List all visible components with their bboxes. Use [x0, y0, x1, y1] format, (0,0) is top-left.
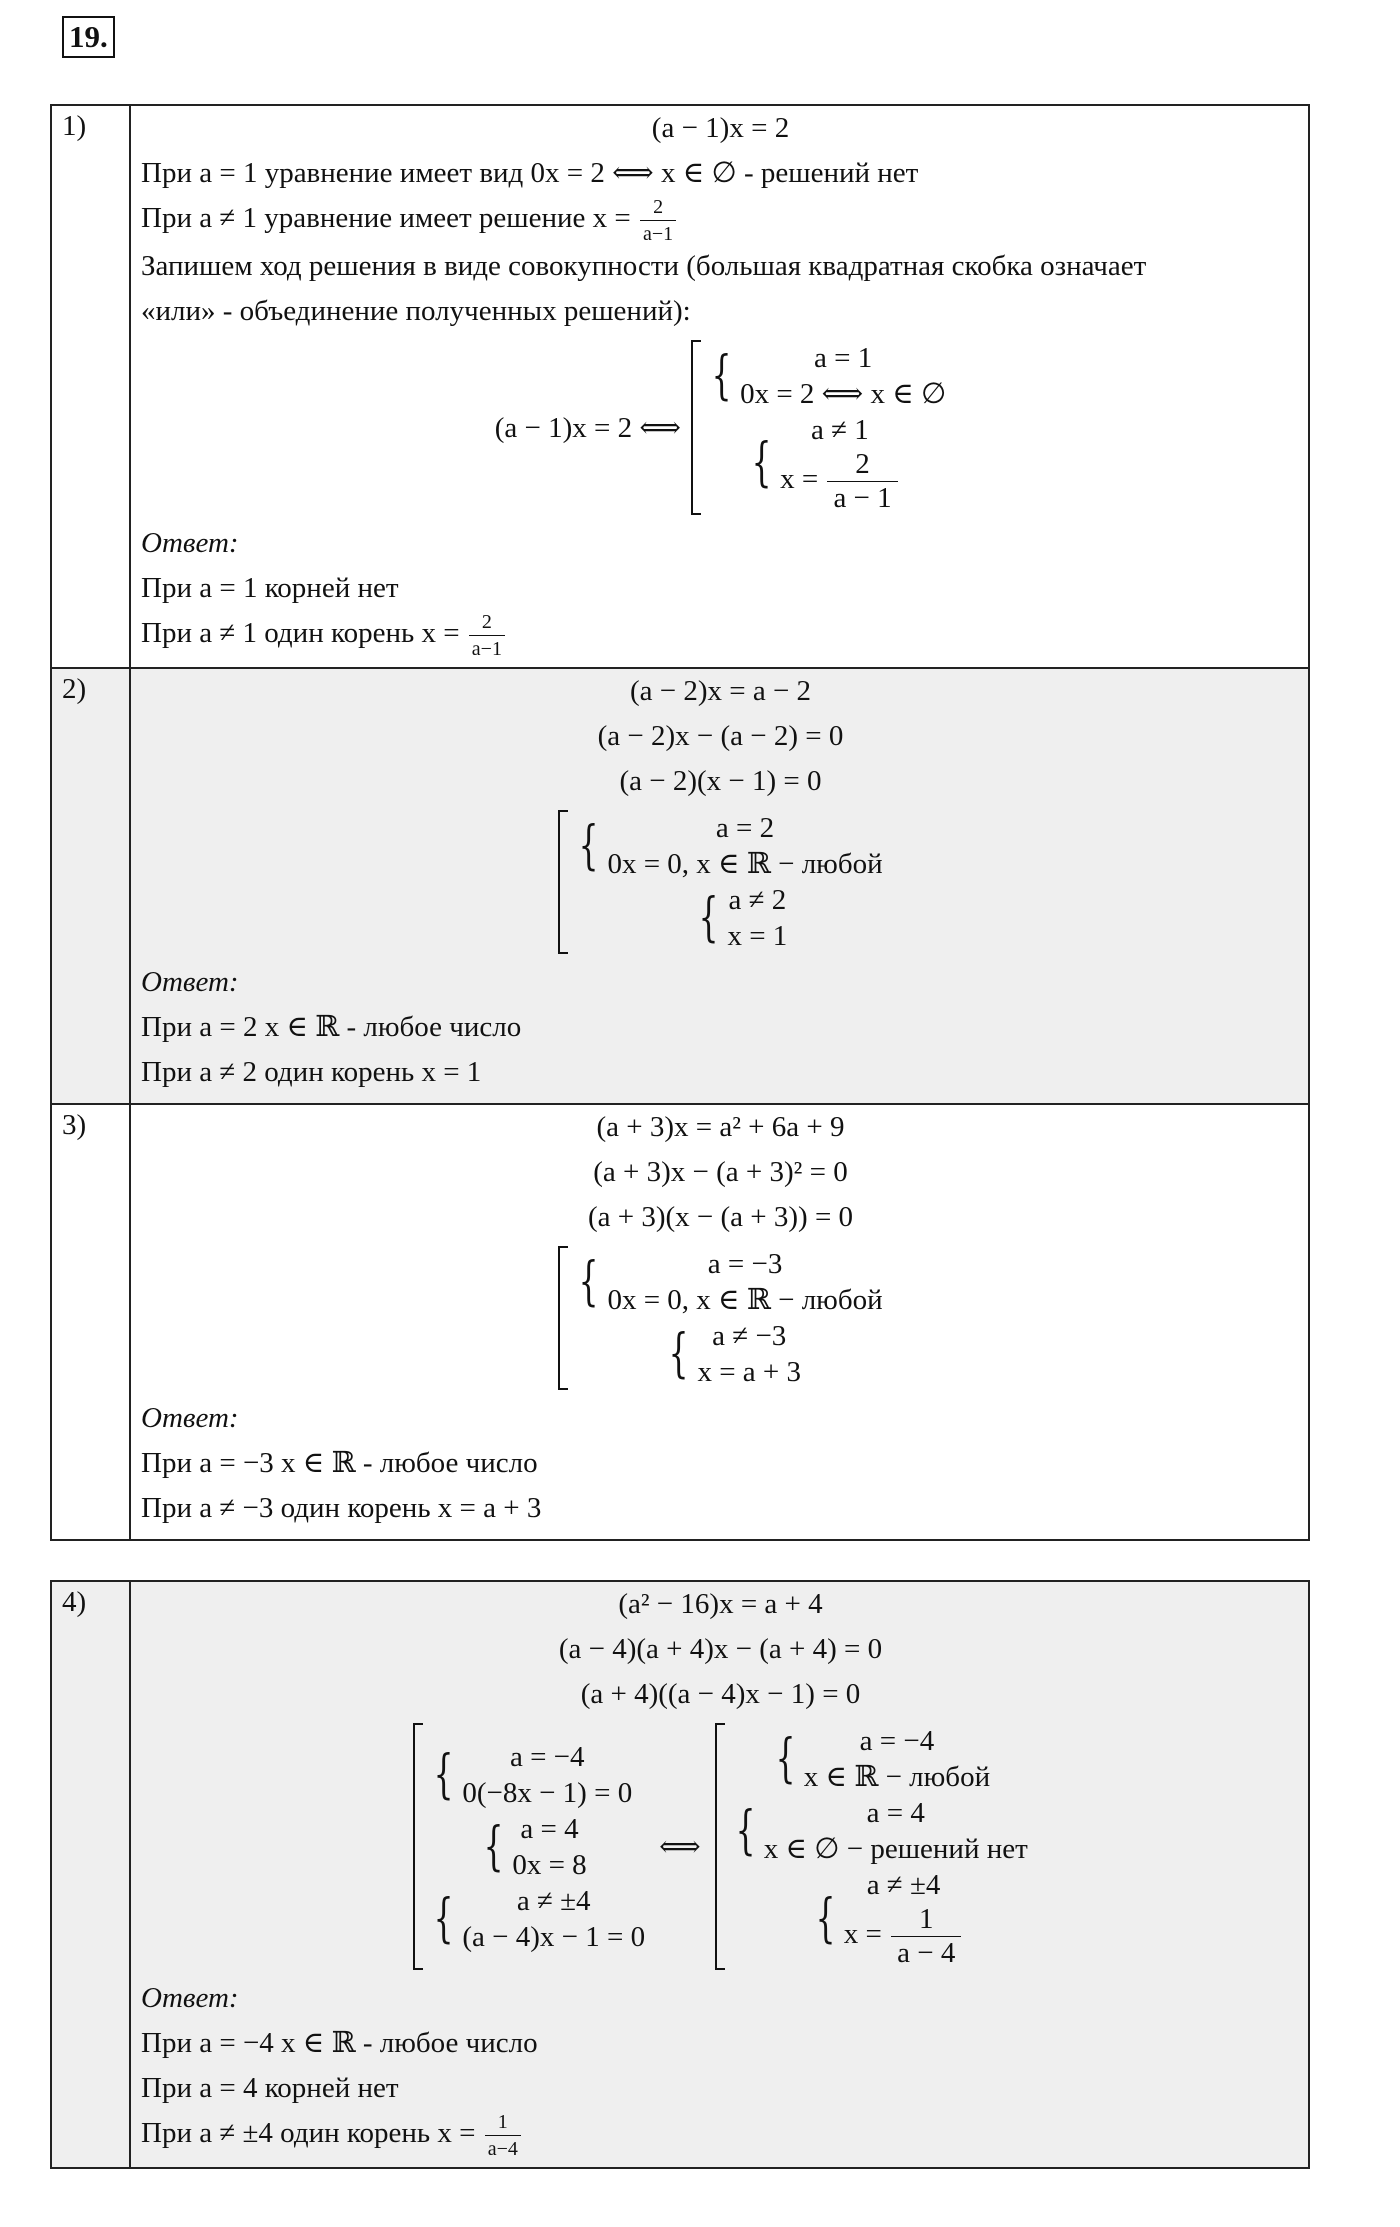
p4-eq-2: (a − 4)(a + 4)x − (a + 4) = 0 [558, 1633, 883, 1665]
p1-text-2: «или» - объединение полученных решений): [141, 294, 691, 327]
part-3-label: 3) [51, 1104, 130, 1540]
solution-table-2 [50, 1580, 1310, 2169]
part-4-label: 4) [51, 1581, 130, 2168]
p3-s1a: a = −3 [707, 1247, 783, 1280]
p3-square-bracket [558, 1246, 568, 1390]
p4-left-bracket [413, 1723, 423, 1970]
p1-s2b-den: a − 1 [833, 481, 892, 514]
p1-square-bracket [691, 340, 701, 515]
p4-L1b: 0(−8x − 1) = 0 [462, 1776, 633, 1809]
p4-R1a: a = −4 [859, 1725, 935, 1757]
p4-R3a: a ≠ ±4 [866, 1869, 941, 1901]
p4-R3b [844, 1903, 964, 1970]
p2-answer-label: Ответ: [141, 965, 239, 998]
p1-case-a-eq-1: При a = 1 уравнение имеет вид 0x = 2 ⟺ x ∈ ∅ - решений нет [141, 157, 919, 189]
p2-answer-2: При a ≠ 2 один корень x = 1 [141, 1055, 482, 1088]
p1-s2b-num: 2 [827, 448, 897, 482]
p4-answer-fraction [485, 2112, 521, 2159]
p4-ans-num: 1 [485, 2112, 521, 2136]
p1-s2b-pre: x = [780, 463, 819, 495]
p4-answer-2: При a = 4 корней нет [141, 2072, 399, 2104]
p2-system [141, 804, 1300, 960]
p1-answer-2-text: При a ≠ 1 один корень x = [141, 616, 460, 649]
p4-R3b-den: a − 4 [897, 1937, 956, 1969]
p3-eq-3: (a + 3)(x − (a + 3)) = 0 [587, 1200, 854, 1233]
brace-icon: { [751, 433, 772, 494]
p4-R1b: x ∈ ℝ − любой [803, 1761, 991, 1793]
p1-ans-num: 2 [469, 612, 505, 636]
part-1-body [130, 105, 1309, 668]
p3-eq-2: (a + 3)x − (a + 3)² = 0 [593, 1155, 848, 1188]
brace-icon: { [735, 1801, 756, 1861]
p1-s1a: a = 1 [814, 341, 873, 374]
p4-R3b-num: 1 [891, 1903, 961, 1937]
p1-answer-label: Ответ: [141, 526, 239, 559]
brace-icon: { [711, 345, 732, 406]
p4-eq-1: (a² − 16)x = a + 4 [618, 1588, 823, 1620]
p4-ans-den: a−4 [487, 2137, 518, 2160]
p4-L1a: a = −4 [509, 1740, 585, 1773]
p1-s1b: 0x = 2 ⟺ x ∈ ∅ [740, 377, 947, 410]
p1-answer-fraction [469, 612, 505, 659]
part-2-label: 2) [51, 668, 130, 1104]
p3-answer-1: При a = −3 x ∈ ℝ - любое число [141, 1446, 538, 1479]
p2-square-bracket [558, 810, 568, 954]
part-3-body [130, 1104, 1309, 1540]
p4-R3b-fraction [891, 1903, 961, 1970]
brace-icon: { [578, 815, 599, 876]
part-2-row [51, 668, 1309, 1104]
brace-icon: { [578, 1251, 599, 1312]
p1-system [141, 334, 1300, 521]
p1-case-text: При a ≠ 1 уравнение имеет решение x = [141, 202, 631, 234]
p2-s2b: x = 1 [727, 919, 788, 952]
p1-text-1: Запишем ход решения в виде совокупности (большая квадратная скобка означает [141, 249, 1147, 282]
p1-case-a-ne-1 [141, 196, 1300, 244]
p4-answer-3-text: При a ≠ ±4 один корень x = [141, 2117, 476, 2149]
p4-eq-3: (a + 4)((a − 4)x − 1) = 0 [580, 1678, 861, 1710]
brace-icon: { [775, 1729, 796, 1789]
p4-L3b: (a − 4)x − 1 = 0 [462, 1920, 646, 1953]
p1-s2a: a ≠ 1 [810, 413, 869, 446]
p1-s2b [780, 448, 900, 515]
part-4-row [51, 1581, 1309, 2168]
brace-icon: { [483, 1816, 504, 1877]
p1-answer-2 [141, 611, 1300, 659]
part-1-row [51, 105, 1309, 668]
p2-s1a: a = 2 [715, 811, 775, 844]
p2-s1b: 0x = 0, x ∈ ℝ − любой [607, 847, 883, 880]
part-3-row [51, 1104, 1309, 1540]
p3-system [141, 1240, 1300, 1396]
p1-s2b-fraction [827, 448, 897, 515]
p1-fraction [640, 197, 676, 244]
p4-answer-3 [141, 2111, 1300, 2159]
p1-answer-1: При a = 1 корней нет [141, 571, 399, 604]
p1-system-lhs: (a − 1)x = 2 ⟺ [494, 411, 681, 444]
part-4-body [130, 1581, 1309, 2168]
p4-equiv: ⟺ [659, 1831, 701, 1863]
p4-system [141, 1717, 1300, 1976]
p3-answer-2: При a ≠ −3 один корень x = a + 3 [141, 1491, 542, 1524]
p2-eq-1: (a − 2)x = a − 2 [629, 674, 812, 707]
brace-icon: { [698, 887, 719, 948]
p4-L2b: 0x = 8 [512, 1848, 587, 1881]
p4-right-bracket [715, 1723, 725, 1970]
p4-answer-label: Ответ: [141, 1982, 239, 2014]
brace-icon: { [668, 1323, 689, 1384]
p3-answer-label: Ответ: [141, 1401, 239, 1434]
part-2-body [130, 668, 1309, 1104]
task-number: 19. [62, 16, 115, 58]
brace-icon: { [433, 1888, 454, 1949]
p4-R2b: x ∈ ∅ − решений нет [763, 1833, 1028, 1865]
p1-frac-den: a−1 [643, 222, 674, 245]
p1-frac-num: 2 [640, 197, 676, 221]
p4-answer-1: При a = −4 x ∈ ℝ - любое число [141, 2027, 538, 2059]
p2-s2a: a ≠ 2 [728, 883, 787, 916]
p3-s1b: 0x = 0, x ∈ ℝ − любой [607, 1283, 883, 1316]
brace-icon: { [815, 1888, 836, 1949]
p4-L2a: a = 4 [520, 1812, 579, 1845]
p2-answer-1: При a = 2 x ∈ ℝ - любое число [141, 1010, 522, 1043]
p4-L3a: a ≠ ±4 [516, 1884, 591, 1917]
brace-icon: { [433, 1744, 454, 1805]
p3-eq-1: (a + 3)x = a² + 6a + 9 [596, 1110, 845, 1143]
part-1-label: 1) [51, 105, 130, 668]
p2-eq-3: (a − 2)(x − 1) = 0 [619, 764, 822, 797]
p4-R3b-pre: x = [843, 1918, 882, 1951]
p3-s2a: a ≠ −3 [712, 1319, 787, 1352]
p4-R2a: a = 4 [866, 1797, 925, 1829]
p3-s2b: x = a + 3 [697, 1355, 802, 1388]
p1-ans-den: a−1 [471, 637, 502, 660]
solution-table-1 [50, 104, 1310, 1541]
p1-equation: (a − 1)x = 2 [651, 112, 790, 144]
p2-eq-2: (a − 2)x − (a − 2) = 0 [597, 719, 844, 752]
